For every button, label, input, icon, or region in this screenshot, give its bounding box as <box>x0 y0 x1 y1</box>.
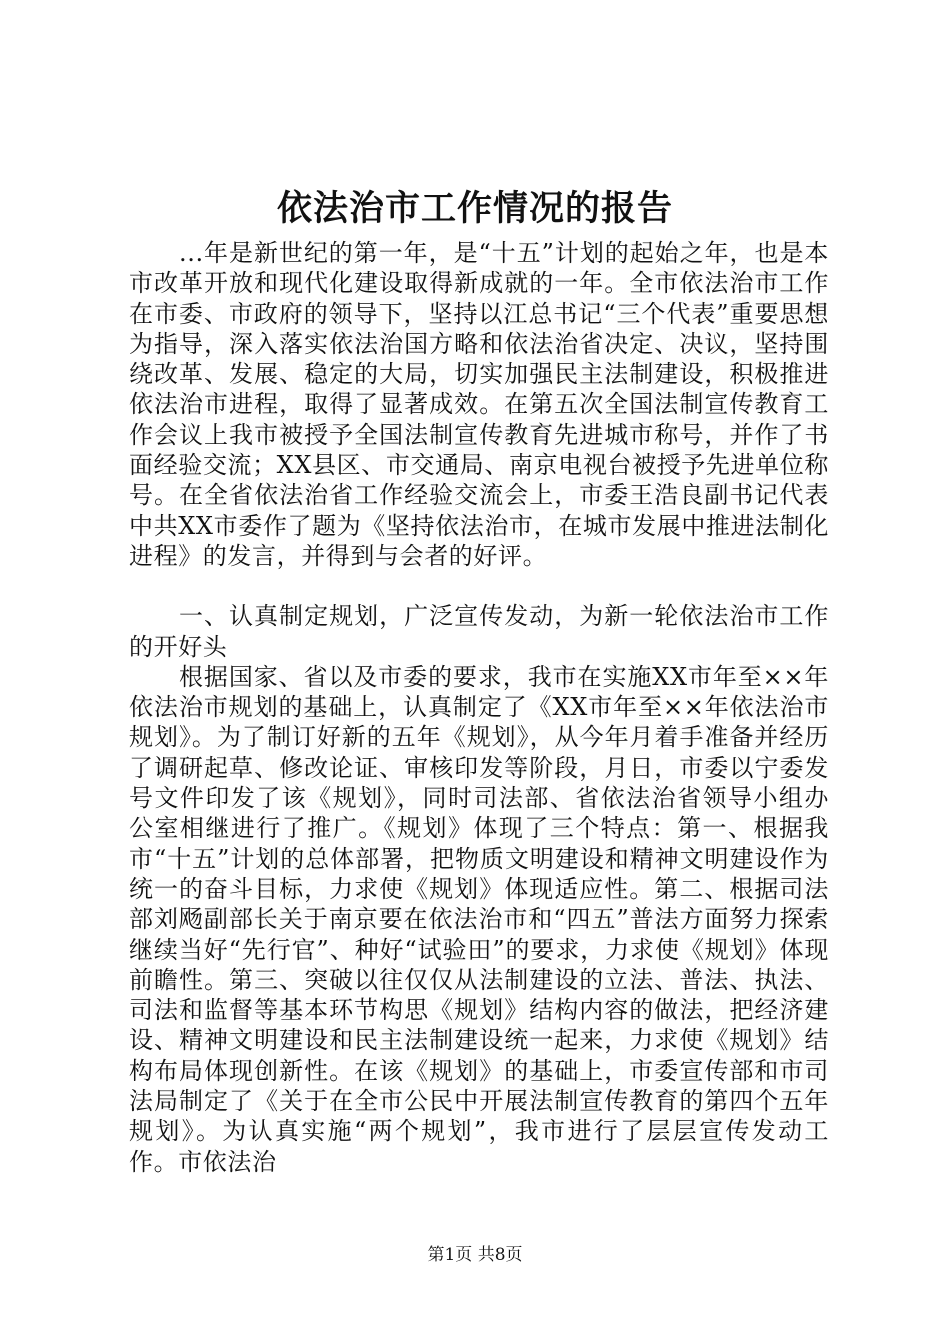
section-heading-1: 一、认真制定规划，广泛宣传发动，为新一轮依法治市工作的开好头 <box>129 602 829 661</box>
paragraph-section-1: 根据国家、省以及市委的要求，我市在实施XX市年至××年依法治市规划的基础上，认真制定了《XX市年至××年依法治市规划》。为了制订好新的五年《规划》，从今年月着手准备并经历了调研起草、修改论证、审核印发等阶段，月日，市委以宁委发号文件印发了该《规划》，同时司法部、省依法治省领导小组办公室相继进行了推广。《规划》体现了三个特点：第一、根据我市“十五”计划的总体部署，把物质文明建设和精神文明建设作为统一的奋斗目标，力求使《规划》体现适应性。第二、根据司法部刘飏副部长关于南京要在依法治市和“四五”普法方面努力探索继续当好“先行官”、种好“试验田”的要求，力求使《规划》体现前瞻性。第三、突破以往仅仅从法制建设的立法、普法、执法、司法和监督等基本环节构思《规划》结构内容的做法，把经济建设、精神文明建设和民主法制建设统一起来，力求使《规划》结构布局体现创新性。在该《规划》的基础上，市委宣传部和市司法局制定了《关于在全市公民中开展法制宣传教育的第四个五年规划》。为认真实施“两个规划”，我市进行了层层宣传发动工作。市依法治 <box>129 662 829 1176</box>
page-footer: 第1页 共8页 <box>427 1245 523 1265</box>
paragraph-intro: ...年是新世纪的第一年，是“十五”计划的起始之年，也是本市改革开放和现代化建设取得新成就的一年。全市依法治市工作在市委、市政府的领导下，坚持以江总书记“三个代表”重要思想为指导，深入落实依法治国方略和依法治省决定、决议，坚持围绕改革、发展、稳定的大局，切实加强民主法制建设，积极推进依法治市进程，取得了显著成效。在第五次全国法制宣传教育工作会议上我市被授予全国法制宣传教育先进城市称号，并作了书面经验交流；XX县区、市交通局、南京电视台被授予先进单位称号。在全省依法治省工作经验交流会上，市委王浩良副书记代表中共XX市委作了题为《坚持依法治市，在城市发展中推进法制化进程》的发言，并得到与会者的好评。 <box>129 239 829 570</box>
document-title: 依法治市工作情况的报告 <box>276 188 673 229</box>
document-body <box>129 238 829 1177</box>
